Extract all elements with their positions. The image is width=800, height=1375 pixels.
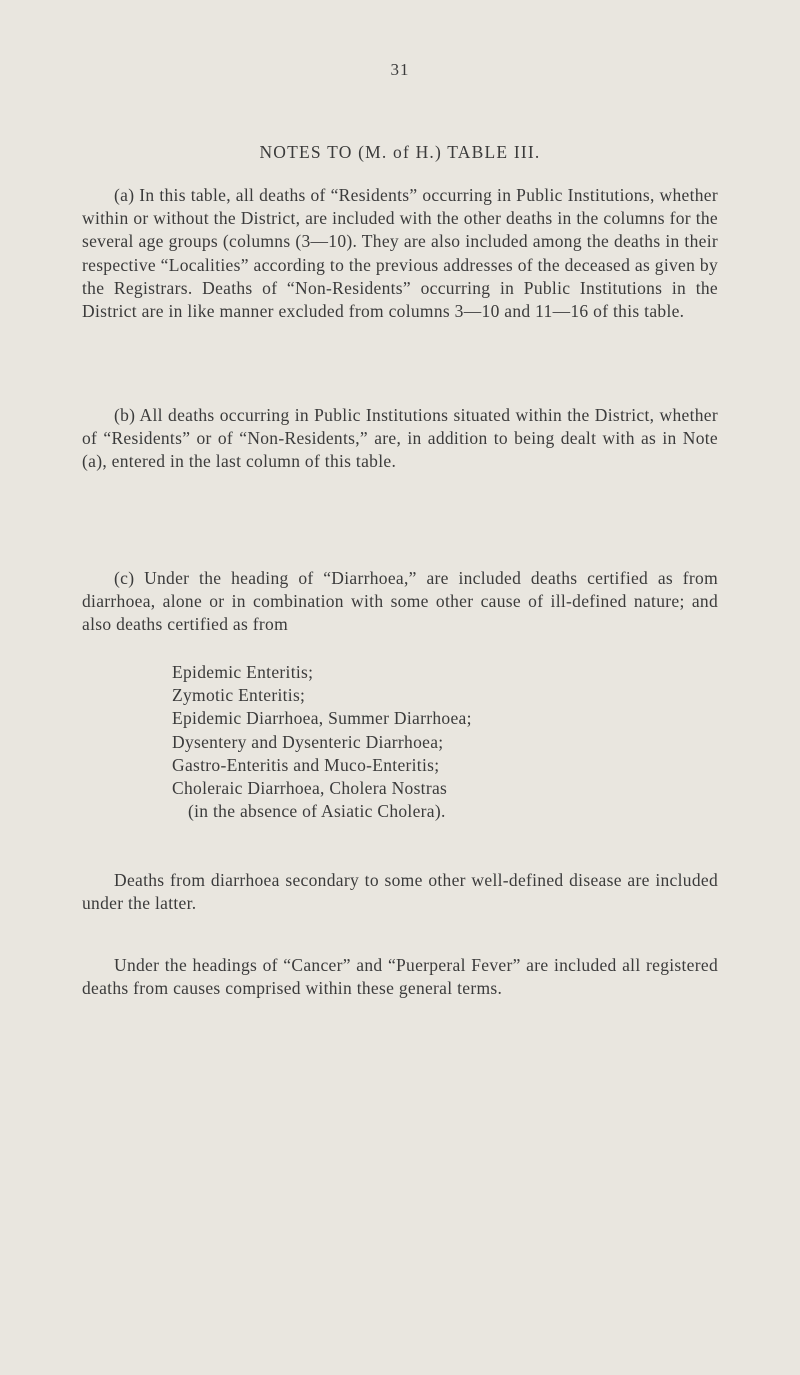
list-item: Choleraic Diarrhoea, Cholera Nostras xyxy=(172,778,448,799)
list-item: Gastro-Enteritis and Muco-Enteritis; xyxy=(172,754,440,775)
page-number: 31 xyxy=(390,60,410,79)
note-b-text: (b) All deaths occurring in Public Institutions situated within the District, whether of “Residents” or of “Non-Residents,” are, in addition to being dealt with as in Note (a), entered in the last column of this table. xyxy=(82,405,718,472)
note-c-text: (c) Under the heading of “Diarrhoea,” are included deaths certified as from diarrhoea, alone or in combination with some other cause of ill-defined nature; and also deaths certified as from xyxy=(82,568,718,635)
cancer-fever-paragraph xyxy=(82,954,718,1000)
note-b-paragraph xyxy=(82,404,718,474)
list-item: Epidemic Diarrhoea, Summer Diarrhoea; xyxy=(172,708,472,729)
list-item: Epidemic Enteritis; xyxy=(172,662,314,682)
list-item: Zymotic Enteritis; xyxy=(172,685,306,706)
cancer-fever-text: Under the headings of “Cancer” and “Puerperal Fever” are included all registered deaths from causes comprised within these general terms. xyxy=(82,955,718,999)
note-c-paragraph xyxy=(82,567,718,637)
secondary-diarrhoea-paragraph xyxy=(82,869,718,915)
diarrhoea-causes-list xyxy=(172,661,472,823)
note-a-text: (a) In this table, all deaths of “Residents” occurring in Public Institutions, whether within or without the District, are included with the other deaths in the columns for the several age groups (columns (3—10). They are also included among the deaths in their respective “Localities” according to the previous addresses of the deceased as given by the Registrars. Deaths of “Non-Residents” occurring in Public Institutions in the District are in like manner excluded from columns 3—10 and 11—16 of this table. xyxy=(82,185,718,322)
list-item: (in the absence of Asiatic Cholera). xyxy=(188,801,446,822)
list-item: Dysentery and Dysenteric Diarrhoea; xyxy=(172,731,444,752)
secondary-diarrhoea-text: Deaths from diarrhoea secondary to some other well-defined disease are included under the latter. xyxy=(82,870,718,914)
page-title: NOTES TO (M. of H.) TABLE III. xyxy=(259,142,541,162)
note-a-paragraph xyxy=(82,184,718,323)
